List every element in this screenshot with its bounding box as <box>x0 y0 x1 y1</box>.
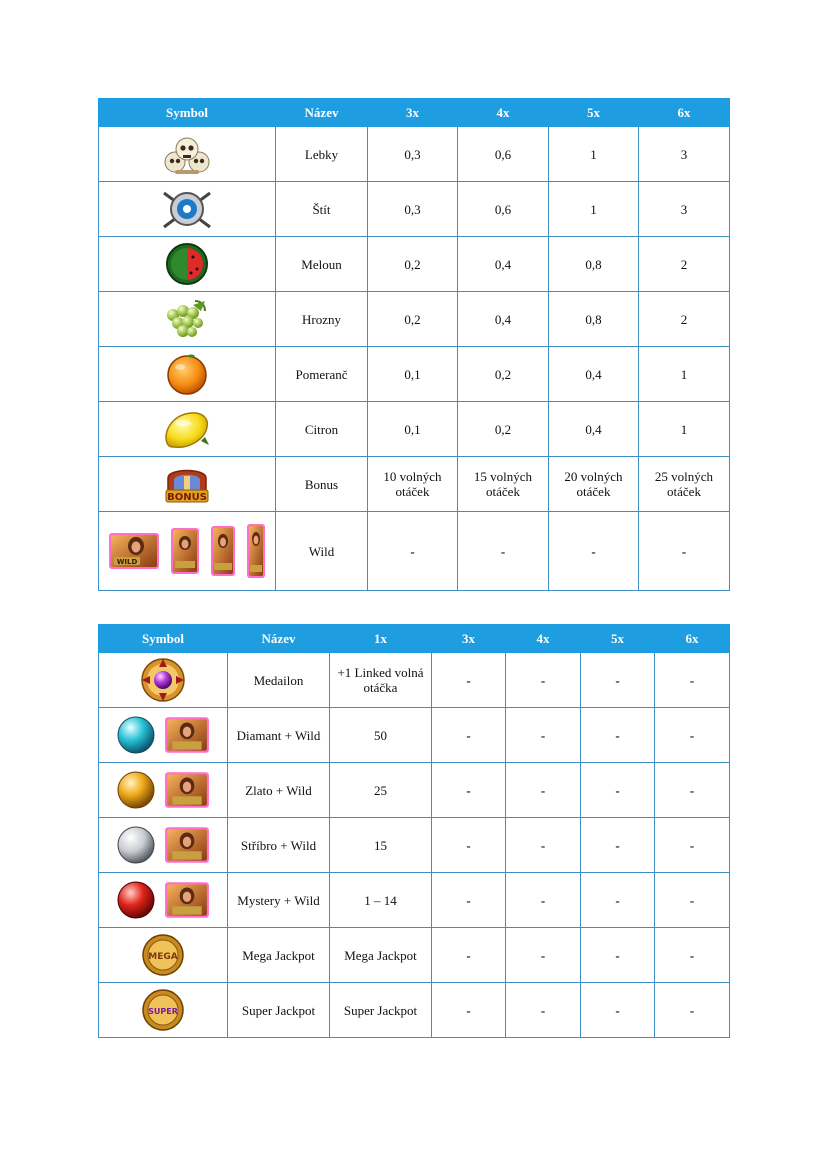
wild-icon <box>164 771 210 809</box>
mega-jackpot-icon <box>141 933 185 977</box>
table-row <box>99 347 730 402</box>
symbol-name: Mega Jackpot <box>228 928 330 983</box>
payout-6x: 3 <box>639 182 730 237</box>
payout-6x: 2 <box>639 237 730 292</box>
payout-3x: 0,2 <box>368 237 458 292</box>
payout-5x: 0,4 <box>549 402 639 457</box>
payout-4x: - <box>506 763 581 818</box>
watermelon-icon <box>164 242 210 286</box>
payout-6x: - <box>655 708 730 763</box>
payout-5x: 0,8 <box>549 292 639 347</box>
payout-5x: 0,8 <box>549 237 639 292</box>
payout-6x: - <box>655 763 730 818</box>
payout-6x: - <box>655 653 730 708</box>
diamond-orb-icon <box>116 715 156 755</box>
symbol-cell <box>99 127 276 182</box>
col-header-name: Název <box>276 99 368 127</box>
col-header-3x: 3x <box>432 625 506 653</box>
symbol-cell <box>99 873 228 928</box>
wild-tall-icon <box>246 523 266 579</box>
symbol-cell <box>99 182 276 237</box>
payout-3x: - <box>368 512 458 591</box>
payout-5x: - <box>581 928 655 983</box>
table-row <box>99 983 730 1038</box>
symbol-name: Mystery + Wild <box>228 873 330 928</box>
payout-4x: 0,2 <box>458 402 549 457</box>
wild-icon <box>164 826 210 864</box>
table-row <box>99 182 730 237</box>
paytable-jackpot <box>98 624 730 1038</box>
symbol-name: Wild <box>276 512 368 591</box>
payout-3x: 0,1 <box>368 347 458 402</box>
payout-3x: 0,1 <box>368 402 458 457</box>
mystery-orb-icon <box>116 880 156 920</box>
silver-orb-icon <box>116 825 156 865</box>
payout-4x: - <box>506 708 581 763</box>
symbol-name: Super Jackpot <box>228 983 330 1038</box>
symbol-name: Citron <box>276 402 368 457</box>
table-row <box>99 653 730 708</box>
payout-3x: - <box>432 653 506 708</box>
payout-3x: 0,3 <box>368 182 458 237</box>
payout-3x: - <box>432 708 506 763</box>
payout-1x: 15 <box>330 818 432 873</box>
col-header-4x: 4x <box>458 99 549 127</box>
col-header-5x: 5x <box>581 625 655 653</box>
col-header-symbol: Symbol <box>99 625 228 653</box>
paytable-basic <box>98 98 730 591</box>
symbol-name: Hrozny <box>276 292 368 347</box>
payout-5x: 1 <box>549 182 639 237</box>
payout-5x: - <box>581 708 655 763</box>
col-header-6x: 6x <box>639 99 730 127</box>
wild-tall-icon <box>170 527 200 575</box>
payout-5x: - <box>581 873 655 928</box>
col-header-5x: 5x <box>549 99 639 127</box>
svg-text:MEGA: MEGA <box>148 952 178 962</box>
table-row <box>99 708 730 763</box>
symbol-cell <box>99 983 228 1038</box>
table-row <box>99 127 730 182</box>
lemon-icon <box>161 407 213 451</box>
payout-4x: - <box>506 873 581 928</box>
payout-1x: +1 Linked volná otáčka <box>330 653 432 708</box>
col-header-6x: 6x <box>655 625 730 653</box>
table-row <box>99 928 730 983</box>
col-header-name: Název <box>228 625 330 653</box>
wild-icon <box>164 716 210 754</box>
table-row <box>99 457 730 512</box>
payout-3x: - <box>432 818 506 873</box>
payout-6x: 2 <box>639 292 730 347</box>
payout-6x: - <box>655 928 730 983</box>
svg-text:SUPER: SUPER <box>148 1007 178 1016</box>
payout-4x: 0,4 <box>458 292 549 347</box>
medallion-icon <box>140 657 186 703</box>
payout-5x: - <box>581 983 655 1038</box>
table-row <box>99 873 730 928</box>
payout-5x: - <box>581 763 655 818</box>
symbol-cell <box>99 928 228 983</box>
wild-tall-icon <box>210 525 236 577</box>
symbol-cell <box>99 818 228 873</box>
wild-icon <box>164 881 210 919</box>
payout-6x: 1 <box>639 347 730 402</box>
symbol-cell <box>99 653 228 708</box>
payout-6x: 3 <box>639 127 730 182</box>
payout-4x: 0,4 <box>458 237 549 292</box>
super-jackpot-icon <box>141 988 185 1032</box>
symbol-cell <box>99 457 276 512</box>
table-row <box>99 763 730 818</box>
payout-5x: - <box>549 512 639 591</box>
symbol-name: Štít <box>276 182 368 237</box>
payout-4x: - <box>458 512 549 591</box>
symbol-cell <box>99 763 228 818</box>
payout-4x: - <box>506 928 581 983</box>
symbol-cell <box>99 292 276 347</box>
table-header-row <box>99 625 730 653</box>
payout-1x: 1 – 14 <box>330 873 432 928</box>
payout-6x: - <box>639 512 730 591</box>
payout-5x: - <box>581 818 655 873</box>
payout-1x: 50 <box>330 708 432 763</box>
symbol-name: Medailon <box>228 653 330 708</box>
payout-6x: 25 volných otáček <box>639 457 730 512</box>
gold-orb-icon <box>116 770 156 810</box>
col-header-1x: 1x <box>330 625 432 653</box>
symbol-name: Zlato + Wild <box>228 763 330 818</box>
payout-4x: - <box>506 653 581 708</box>
payout-3x: - <box>432 763 506 818</box>
payout-1x: Super Jackpot <box>330 983 432 1038</box>
payout-6x: - <box>655 983 730 1038</box>
payout-6x: 1 <box>639 402 730 457</box>
symbol-name: Diamant + Wild <box>228 708 330 763</box>
payout-6x: - <box>655 818 730 873</box>
shield-icon <box>160 187 214 231</box>
table-header-row <box>99 99 730 127</box>
symbol-cell <box>99 402 276 457</box>
payout-5x: 20 volných otáček <box>549 457 639 512</box>
orange-icon <box>165 352 209 396</box>
payout-3x: - <box>432 983 506 1038</box>
table-row <box>99 237 730 292</box>
payout-1x: 25 <box>330 763 432 818</box>
col-header-3x: 3x <box>368 99 458 127</box>
payout-4x: - <box>506 983 581 1038</box>
payout-4x: 0,2 <box>458 347 549 402</box>
payout-3x: 10 volných otáček <box>368 457 458 512</box>
payout-5x: 0,4 <box>549 347 639 402</box>
svg-text:BONUS: BONUS <box>167 492 207 503</box>
payout-5x: - <box>581 653 655 708</box>
symbol-name: Meloun <box>276 237 368 292</box>
grapes-icon <box>161 297 213 341</box>
symbol-name: Pomeranč <box>276 347 368 402</box>
table-row <box>99 402 730 457</box>
bonus-icon <box>162 462 212 506</box>
symbol-cell <box>99 708 228 763</box>
col-header-4x: 4x <box>506 625 581 653</box>
symbol-name: Bonus <box>276 457 368 512</box>
symbol-cell <box>99 512 276 591</box>
payout-3x: 0,3 <box>368 127 458 182</box>
table-row <box>99 292 730 347</box>
payout-4x: 0,6 <box>458 182 549 237</box>
payout-4x: 15 volných otáček <box>458 457 549 512</box>
skulls-icon <box>161 132 213 176</box>
col-header-symbol: Symbol <box>99 99 276 127</box>
payout-4x: 0,6 <box>458 127 549 182</box>
wild-icon <box>108 531 160 571</box>
payout-3x: - <box>432 873 506 928</box>
svg-text:WILD: WILD <box>116 558 138 566</box>
payout-5x: 1 <box>549 127 639 182</box>
payout-1x: Mega Jackpot <box>330 928 432 983</box>
payout-3x: - <box>432 928 506 983</box>
symbol-cell <box>99 347 276 402</box>
symbol-name: Stříbro + Wild <box>228 818 330 873</box>
symbol-name: Lebky <box>276 127 368 182</box>
payout-4x: - <box>506 818 581 873</box>
symbol-cell <box>99 237 276 292</box>
table-row <box>99 512 730 591</box>
payout-6x: - <box>655 873 730 928</box>
table-row <box>99 818 730 873</box>
payout-3x: 0,2 <box>368 292 458 347</box>
